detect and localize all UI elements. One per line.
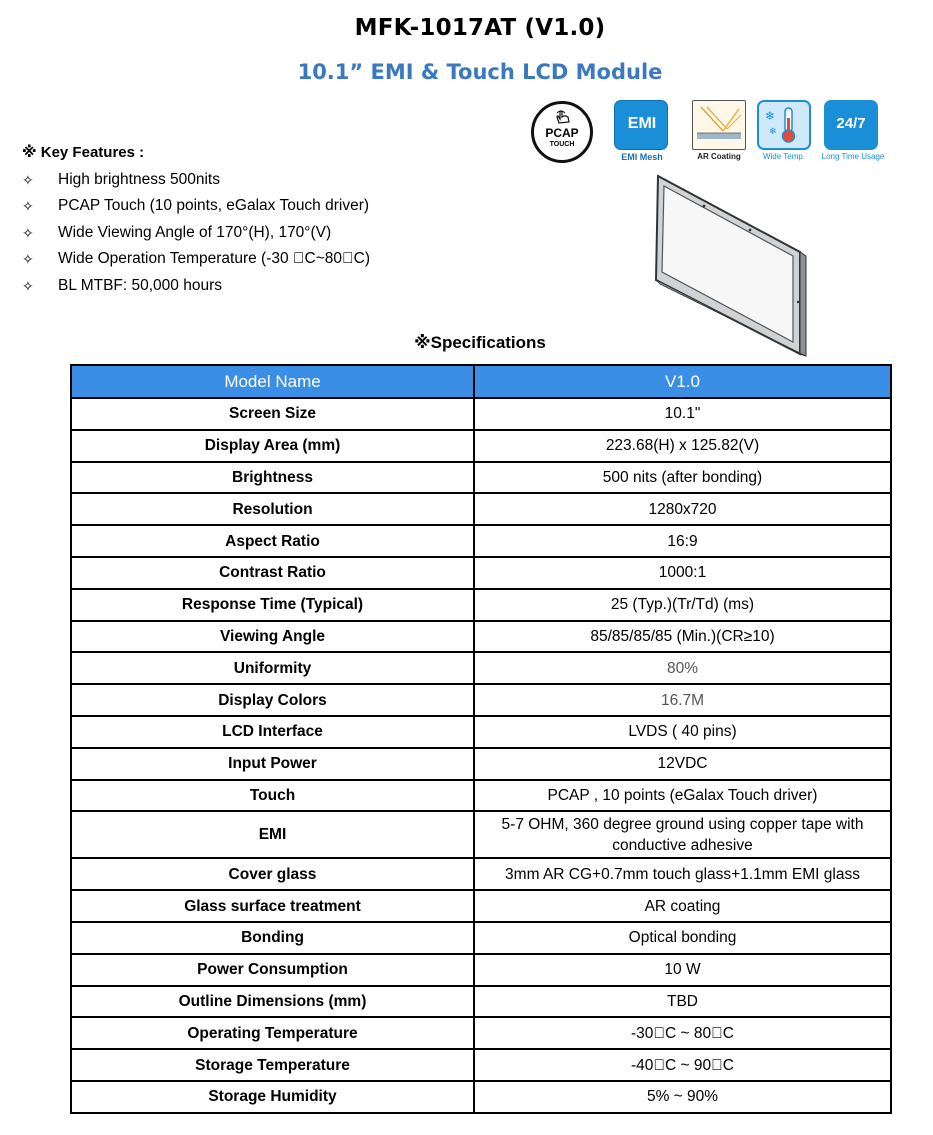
spec-label: Outline Dimensions (mm) <box>71 986 474 1018</box>
spec-label: Power Consumption <box>71 954 474 986</box>
spec-label: Glass surface treatment <box>71 890 474 922</box>
spec-value: 16:9 <box>474 525 891 557</box>
pcap-label: PCAP <box>545 126 579 140</box>
feature-text: High brightness 500nits <box>58 171 220 188</box>
table-row <box>71 621 891 653</box>
spec-label: EMI <box>71 811 474 858</box>
table-row <box>71 462 891 494</box>
spec-value: LVDS ( 40 pins) <box>474 716 891 748</box>
spec-value: 5-7 OHM, 360 degree ground using copper tape with conductive adhesive <box>474 811 891 858</box>
spec-value: 10.1" <box>474 398 891 430</box>
spec-value: -30゚C ~ 80゚C <box>474 1017 891 1049</box>
table-row <box>71 716 891 748</box>
table-row <box>71 1049 891 1081</box>
lcd-module-image <box>650 172 810 358</box>
table-row <box>71 398 891 430</box>
table-row <box>71 1017 891 1049</box>
ar-coating-icon <box>692 100 746 150</box>
spec-value: 1000:1 <box>474 557 891 589</box>
spec-label: Contrast Ratio <box>71 557 474 589</box>
spec-label: LCD Interface <box>71 716 474 748</box>
table-row <box>71 811 891 858</box>
spec-value: 500 nits (after bonding) <box>474 462 891 494</box>
spec-value: 85/85/85/85 (Min.)(CR≥10) <box>474 621 891 653</box>
bullet-icon: ✧ <box>22 172 34 188</box>
spec-value: 80% <box>474 652 891 684</box>
spec-label: Bonding <box>71 922 474 954</box>
key-features-title: ※ Key Features : <box>22 144 145 161</box>
document-title: MFK-1017AT (V1.0) <box>354 15 606 41</box>
spec-value: 1280x720 <box>474 493 891 525</box>
spec-label: Display Colors <box>71 684 474 716</box>
wide-temp-graphic <box>759 102 809 148</box>
spec-label: Aspect Ratio <box>71 525 474 557</box>
ar-coating-graphic <box>693 101 745 149</box>
spec-label: Touch <box>71 780 474 812</box>
long-time-usage-icon <box>824 100 878 150</box>
table-row <box>71 589 891 621</box>
emi-icon-label: EMI <box>627 115 657 132</box>
spec-label: Resolution <box>71 493 474 525</box>
spec-label: Operating Temperature <box>71 1017 474 1049</box>
long-time-usage-caption: Long Time Usage <box>821 152 885 161</box>
spec-value: 25 (Typ.)(Tr/Td) (ms) <box>474 589 891 621</box>
thermometer-icon <box>757 100 811 150</box>
table-row <box>71 557 891 589</box>
svg-text:❄: ❄ <box>765 109 776 123</box>
spec-value: 223.68(H) x 125.82(V) <box>474 430 891 462</box>
table-row <box>71 430 891 462</box>
spec-value: 5% ~ 90% <box>474 1081 891 1113</box>
table-row <box>71 858 891 890</box>
spec-label: Display Area (mm) <box>71 430 474 462</box>
emi-mesh-icon <box>614 100 668 150</box>
table-row <box>71 493 891 525</box>
model-name-label: Model Name <box>71 365 474 398</box>
spec-label: Response Time (Typical) <box>71 589 474 621</box>
spec-label: Screen Size <box>71 398 474 430</box>
wide-temp-caption: Wide Temp. <box>762 152 806 161</box>
spec-value: 16.7M <box>474 684 891 716</box>
pcap-touch-icon <box>531 101 593 163</box>
spec-label: Brightness <box>71 462 474 494</box>
feature-text: Wide Viewing Angle of 170°(H), 170°(V) <box>58 223 332 241</box>
emi-mesh-caption: EMI Mesh <box>621 152 663 162</box>
table-row <box>71 986 891 1018</box>
spec-label: Storage Humidity <box>71 1081 474 1113</box>
spec-value: AR coating <box>474 890 891 922</box>
document-subtitle: 10.1” EMI & Touch LCD Module <box>297 60 663 84</box>
spec-value: 12VDC <box>474 748 891 780</box>
table-row <box>71 1081 891 1113</box>
spec-value: TBD <box>474 986 891 1018</box>
spec-value: 3mm AR CG+0.7mm touch glass+1.1mm EMI glass <box>474 858 891 890</box>
feature-text: Wide Operation Temperature (-30 ゚C~80゚C) <box>58 250 370 268</box>
specifications-title: ※Specifications <box>414 333 546 352</box>
table-row <box>71 890 891 922</box>
table-row <box>71 780 891 812</box>
bullet-icon: ✧ <box>22 224 34 241</box>
spec-value: -40゚C ~ 90゚C <box>474 1049 891 1081</box>
table-row <box>71 922 891 954</box>
spec-value: Optical bonding <box>474 922 891 954</box>
feature-text: BL MTBF: 50,000 hours <box>58 276 222 294</box>
pcap-touch-label: TOUCH <box>549 141 575 148</box>
table-row <box>71 684 891 716</box>
spec-label: Input Power <box>71 748 474 780</box>
table-row <box>71 954 891 986</box>
table-row <box>71 748 891 780</box>
specifications-table <box>70 364 892 1114</box>
spec-label: Uniformity <box>71 652 474 684</box>
spec-label: Cover glass <box>71 858 474 890</box>
model-name-value: V1.0 <box>474 365 891 398</box>
bullet-icon: ✧ <box>22 198 34 215</box>
spec-value: PCAP , 10 points (eGalax Touch driver) <box>474 780 891 812</box>
table-header-row <box>71 365 891 398</box>
bullet-icon: ✧ <box>22 251 34 268</box>
svg-text:❄: ❄ <box>769 127 777 137</box>
spec-value: 10 W <box>474 954 891 986</box>
usage-icon-label: 24/7 <box>836 115 866 132</box>
spec-label: Storage Temperature <box>71 1049 474 1081</box>
table-row <box>71 652 891 684</box>
table-row <box>71 525 891 557</box>
feature-text: PCAP Touch (10 points, eGalax Touch driver) <box>58 197 370 215</box>
touch-hand-icon <box>554 110 572 124</box>
spec-label: Viewing Angle <box>71 621 474 653</box>
ar-coating-caption: AR Coating <box>697 152 741 161</box>
bullet-icon: ✧ <box>22 277 34 294</box>
